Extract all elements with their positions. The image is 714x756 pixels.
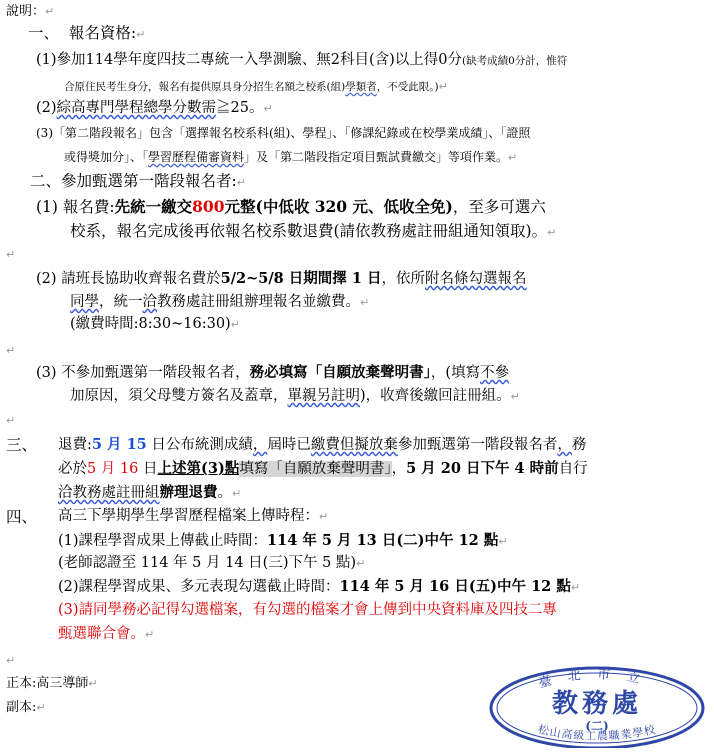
office-seal bbox=[488, 664, 706, 748]
section-2-item-2: (2) 請班長協助收齊報名費於5/2~5/8 日期間擇 1 日，依所附名條勾選報名 bbox=[36, 270, 527, 287]
seal-bottom-text: 松山高級工農職業學校 bbox=[536, 722, 658, 743]
blank-line-3: ↵ bbox=[6, 414, 16, 427]
footer-fuben: 副本:↵ bbox=[6, 700, 46, 715]
footer-zhengben: 正本:高三導師↵ bbox=[6, 676, 98, 691]
section-1-item-3: (3)「第二階段報名」包含「選擇報名校系科(組)、學程」、「修課紀錄或在校學業成績」、「證照 bbox=[36, 126, 531, 140]
blank-line-1: ↵ bbox=[6, 248, 16, 261]
section-2-heading: 二、參加甄選第一階段報名者:↵ bbox=[30, 172, 246, 190]
section-2-item-3: (3) 不參加甄選第一階段報名者，務必填寫「自願放棄聲明書」，(填寫不參 bbox=[36, 364, 510, 381]
section-1-heading: 一、 報名資格:↵ bbox=[28, 24, 146, 42]
section-2-item-2-cont: 同學，統一洽教務處註冊組辦理報名並繳費。↵ bbox=[70, 294, 370, 310]
blank-line-2: ↵ bbox=[6, 344, 16, 357]
section-2-item-1: (1) 報名費:先統一繳交800元整(中低收 320 元、低收全免)，至多可選六 bbox=[36, 197, 546, 216]
section-3-line-3: 洽教務處註冊組辦理退費。↵ bbox=[58, 484, 242, 501]
section-4-line-3: (2)課程學習成果、多元表現勾選截止時間：114 年 5 月 16 日(五)中午 12 點↵ bbox=[58, 578, 581, 595]
section-2-item-1-cont: 校系，報名完成後再依報名校系數退費(請依教務處註冊組通知領取)。↵ bbox=[70, 222, 557, 240]
section-1-item-2: (2)綜高專門學程總學分數需≧25。↵ bbox=[36, 100, 273, 116]
section-4-line-2: (老師認證至 114 年 5 月 14 日(三)下午 5 點)↵ bbox=[58, 555, 366, 571]
section-4-line-4: (3)請同學務必記得勾選檔案，有勾選的檔案才會上傳到中央資料庫及四技二專 bbox=[58, 602, 558, 618]
section-4-num: 四、 bbox=[6, 508, 38, 526]
section-4-line-1: (1)課程學習成果上傳截止時間：114 年 5 月 13 日(二)中午 12 點↵ bbox=[58, 532, 508, 549]
seal-top-text: 臺北市立 bbox=[537, 666, 657, 692]
seal-main-text: 教務處 bbox=[551, 689, 643, 719]
section-1-item-1-cont: 合原住民考生身分，報名有提供原具身分招生名額之校系(組)學類者，不受此限。)↵ bbox=[64, 80, 448, 93]
seal-sub-text: (二) bbox=[585, 719, 609, 733]
section-1-item-1: (1)參加114學年度四技二專統一入學測驗、無2科目(含)以上得0分(缺考成績0分計，惟符 bbox=[36, 52, 568, 68]
blank-line-4: ↵ bbox=[6, 654, 16, 667]
section-4-line-5: 甄選聯合會。↵ bbox=[58, 626, 155, 642]
section-1-item-3-cont: 或得獎加分」、「學習歷程備審資料」及「第二階段指定項目甄試費繳交」等項作業。↵ bbox=[64, 150, 518, 164]
section-2-item-2-time: (繳費時間:8:30~16:30)↵ bbox=[70, 316, 240, 332]
section-2-item-3-cont: 加原因，須父母雙方簽名及蓋章，單親另註明)，收齊後繳回註冊組。↵ bbox=[70, 388, 520, 404]
header-title: 說明：↵ bbox=[6, 4, 55, 19]
section-4-heading: 高三下學期學生學習歷程檔案上傳時程：↵ bbox=[58, 508, 329, 524]
section-3-line-2: 必於5 月 16 日上述第(3)點填寫「自願放棄聲明書」，5 月 20 日下午 4 時前自行 bbox=[58, 460, 588, 477]
section-3-num: 三、 bbox=[6, 436, 38, 454]
section-3-line-1: 退費:5 月 15 日公布統測成績，屆時已繳費但擬放棄參加甄選第一階段報名者，務 bbox=[58, 436, 587, 453]
